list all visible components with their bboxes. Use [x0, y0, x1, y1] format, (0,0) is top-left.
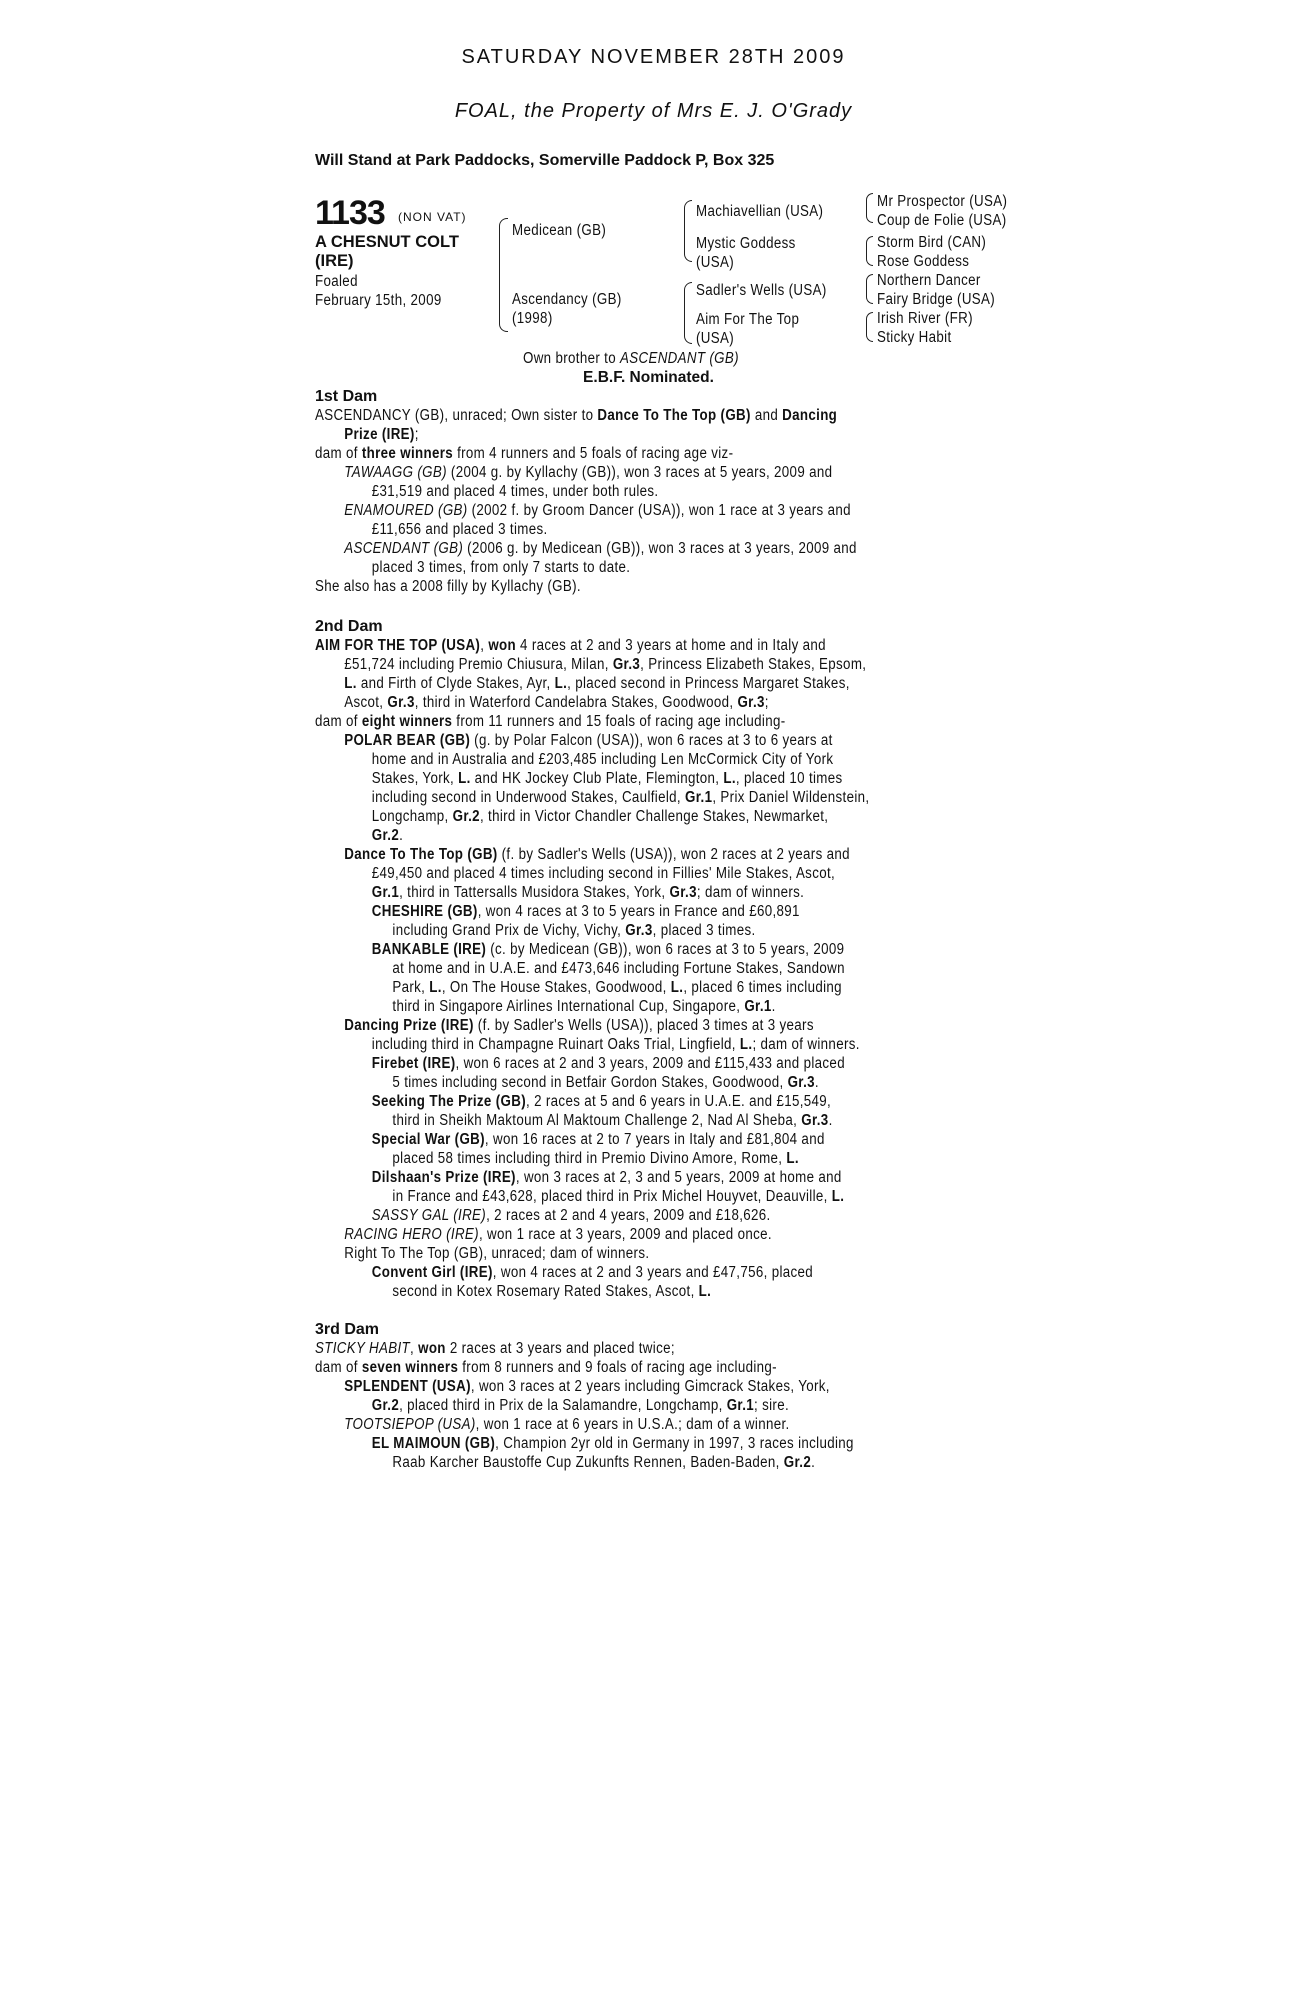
sd-line: SASSY GAL (IRE), 2 races at 2 and 4 years, 2009 and £18,626.	[371, 1207, 771, 1224]
sd-line: Special War (GB), won 16 races at 2 to 7 years in Italy and £81,804 and	[371, 1131, 825, 1148]
first-dam-text	[315, 406, 994, 596]
sd-line: Longchamp, Gr.2, third in Victor Chandler Challenge Stakes, Newmarket,	[371, 808, 829, 825]
foal-owner-line: FOAL, the Property of Mrs E. J. O'Grady	[454, 100, 853, 122]
second-dam-text	[315, 636, 994, 1301]
sd-line: Stakes, York, L. and HK Jockey Club Plate, Flemington, L., placed 10 times	[371, 770, 843, 787]
sd-line: L. and Firth of Clyde Stakes, Ayr, L., placed second in Princess Margaret Stakes,	[344, 675, 850, 692]
sd-line: CHESHIRE (GB), won 4 races at 3 to 5 years in France and £60,891	[371, 903, 800, 920]
foaled-date: February 15th, 2009	[315, 292, 442, 309]
td-line: Gr.2, placed third in Prix de la Salamandre, Longchamp, Gr.1; sire.	[371, 1397, 790, 1414]
ss-sire-name: Mr Prospector (USA)	[877, 193, 1008, 210]
dam-dam-line2: (USA)	[696, 330, 735, 347]
sd-line: POLAR BEAR (GB) (g. by Polar Falcon (USA)), won 6 races at 3 to 6 years at	[344, 732, 833, 749]
fd-line: £31,519 and placed 4 times, under both rules.	[371, 483, 659, 500]
dam-name-line2: (1998)	[512, 310, 553, 327]
dam-name-line1: Ascendancy (GB)	[512, 291, 622, 308]
lot-description	[315, 233, 459, 271]
sd-line: dam of eight winners from 11 runners and 15 foals of racing age including-	[315, 713, 786, 730]
sd-line: placed 58 times including third in Premio Divino Amore, Rome, L.	[392, 1150, 799, 1167]
sd-line: at home and in U.A.E. and £473,646 including Fortune Stakes, Sandown	[392, 960, 845, 977]
sd-line: Seeking The Prize (GB), 2 races at 5 and 6 years in U.A.E. and £15,549,	[371, 1093, 832, 1110]
fd-line: £11,656 and placed 3 times.	[371, 521, 548, 538]
ds-dam-name: Fairy Bridge (USA)	[877, 291, 996, 308]
dam-dam-name	[696, 310, 799, 348]
td-line: Raab Karcher Baustoffe Cup Zukunfts Rennen, Baden-Baden, Gr.2.	[392, 1454, 816, 1471]
foaled-label: Foaled	[315, 273, 358, 290]
fd-line: ASCENDANCY (GB), unraced; Own sister to Dance To The Top (GB) and Dancing	[315, 407, 838, 424]
sd-line: 5 times including second in Betfair Gordon Stakes, Goodwood, Gr.3.	[392, 1074, 819, 1091]
foaled-block	[315, 272, 442, 310]
ss-dam-name: Coup de Folie (USA)	[877, 212, 1007, 229]
ebf-nominated: E.B.F. Nominated.	[583, 369, 714, 386]
pedigree-brace-ss	[866, 193, 873, 223]
second-dam-heading: 2nd Dam	[315, 618, 383, 635]
sd-line: Dilshaan's Prize (IRE), won 3 races at 2, 3 and 5 years, 2009 at home and	[371, 1169, 842, 1186]
sire-dam-line1: Mystic Goddess	[696, 235, 796, 252]
fd-line: dam of three winners from 4 runners and 5 foals of racing age viz-	[315, 445, 734, 462]
own-brother-note	[523, 350, 739, 368]
lot-name-line2: (IRE)	[315, 252, 354, 270]
sire-sire-name: Machiavellian (USA)	[696, 203, 824, 220]
sd-line: third in Sheikh Maktoum Al Maktoum Challenge 2, Nad Al Sheba, Gr.3.	[392, 1112, 833, 1129]
pedigree-brace-gen1	[499, 218, 508, 332]
sd-line: Gr.2.	[371, 827, 404, 844]
pedigree-brace-dam	[684, 282, 692, 344]
first-dam-section	[315, 387, 995, 596]
td-line: dam of seven winners from 8 runners and 9 foals of racing age including-	[315, 1359, 777, 1376]
sire-dam-name	[696, 234, 796, 272]
td-line: TOOTSIEPOP (USA), won 1 race at 6 years in U.S.A.; dam of a winner.	[344, 1416, 790, 1433]
sd-line: including Grand Prix de Vichy, Vichy, Gr.3, placed 3 times.	[392, 922, 756, 939]
dam-dam-line1: Aim For The Top	[696, 311, 800, 328]
dam-name	[512, 290, 622, 328]
pedigree-brace-ds	[866, 274, 873, 304]
dd-sire-name: Irish River (FR)	[877, 310, 973, 327]
sd-line: Ascot, Gr.3, third in Waterford Candelabra Stakes, Goodwood, Gr.3;	[344, 694, 769, 711]
sire-name: Medicean (GB)	[512, 222, 607, 239]
fd-line: placed 3 times, from only 7 starts to date.	[371, 559, 631, 576]
dam-sire-name: Sadler's Wells (USA)	[696, 282, 827, 299]
own-brother-name: ASCENDANT (GB)	[620, 350, 739, 367]
td-line: EL MAIMOUN (GB), Champion 2yr old in Germany in 1997, 3 races including	[371, 1435, 854, 1452]
sd-line: £51,724 including Premio Chiusura, Milan, Gr.3, Princess Elizabeth Stakes, Epsom,	[344, 656, 867, 673]
pedigree-brace-sd	[866, 236, 873, 266]
lot-name-line1: A CHESNUT COLT	[315, 233, 459, 251]
sd-line: Right To The Top (GB), unraced; dam of winners.	[344, 1245, 650, 1262]
pedigree-brace-dd	[866, 312, 873, 342]
sd-sire-name: Storm Bird (CAN)	[877, 234, 987, 251]
sd-line: home and in Australia and £203,485 including Len McCormick City of York	[371, 751, 834, 768]
stand-location: Will Stand at Park Paddocks, Somerville Paddock P, Box 325	[315, 152, 775, 169]
third-dam-heading: 3rd Dam	[315, 1321, 380, 1338]
own-brother-prefix: Own brother to	[523, 350, 621, 367]
fd-line: ASCENDANT (GB) (2006 g. by Medicean (GB)), won 3 races at 3 years, 2009 and	[344, 540, 857, 557]
lot-number: 1133	[315, 194, 385, 232]
fd-line: She also has a 2008 filly by Kyllachy (GB).	[315, 578, 581, 595]
second-dam-section	[315, 617, 995, 1301]
fd-line: ENAMOURED (GB) (2002 f. by Groom Dancer (USA)), won 1 race at 3 years and	[344, 502, 851, 519]
third-dam-text	[315, 1339, 994, 1472]
pedigree-brace-sire	[684, 200, 692, 262]
sd-dam-name: Rose Goddess	[877, 253, 970, 270]
sd-line: Dance To The Top (GB) (f. by Sadler's Wells (USA)), won 2 races at 2 years and	[344, 846, 850, 863]
sd-line: Gr.1, third in Tattersalls Musidora Stakes, York, Gr.3; dam of winners.	[371, 884, 805, 901]
ds-sire-name: Northern Dancer	[877, 272, 981, 289]
sd-line: Firebet (IRE), won 6 races at 2 and 3 years, 2009 and £115,433 and placed	[371, 1055, 845, 1072]
td-line: STICKY HABIT, won 2 races at 3 years and placed twice;	[315, 1340, 675, 1357]
sd-line: second in Kotex Rosemary Rated Stakes, Ascot, L.	[392, 1283, 712, 1300]
fd-line: TAWAAGG (GB) (2004 g. by Kyllachy (GB)), won 3 races at 5 years, 2009 and	[344, 464, 833, 481]
dd-dam-name: Sticky Habit	[877, 329, 952, 346]
sd-line: £49,450 and placed 4 times including second in Fillies' Mile Stakes, Ascot,	[371, 865, 836, 882]
sire-dam-line2: (USA)	[696, 254, 735, 271]
sd-line: third in Singapore Airlines International Cup, Singapore, Gr.1.	[392, 998, 776, 1015]
sd-line: including third in Champagne Ruinart Oaks Trial, Lingfield, L.; dam of winners.	[371, 1036, 860, 1053]
sd-line: Park, L., On The House Stakes, Goodwood, L., placed 6 times including	[392, 979, 842, 996]
third-dam-section	[315, 1320, 995, 1472]
vat-status: (NON VAT)	[398, 210, 467, 224]
sd-line: Convent Girl (IRE), won 4 races at 2 and 3 years and £47,756, placed	[371, 1264, 814, 1281]
sd-line: RACING HERO (IRE), won 1 race at 3 years, 2009 and placed once.	[344, 1226, 772, 1243]
td-line: SPLENDENT (USA), won 3 races at 2 years including Gimcrack Stakes, York,	[344, 1378, 830, 1395]
sd-line: including second in Underwood Stakes, Caulfield, Gr.1, Prix Daniel Wildenstein,	[371, 789, 870, 806]
sd-line: BANKABLE (IRE) (c. by Medicean (GB)), won 6 races at 3 to 5 years, 2009	[371, 941, 845, 958]
fd-line: Prize (IRE);	[344, 426, 419, 443]
first-dam-heading: 1st Dam	[315, 388, 378, 405]
sd-line: in France and £43,628, placed third in Prix Michel Houyvet, Deauville, L.	[392, 1188, 845, 1205]
sd-line: Dancing Prize (IRE) (f. by Sadler's Wells (USA)), placed 3 times at 3 years	[344, 1017, 814, 1034]
sale-date: SATURDAY NOVEMBER 28TH 2009	[461, 46, 846, 68]
sd-line: AIM FOR THE TOP (USA), won 4 races at 2 and 3 years at home and in Italy and	[315, 637, 826, 654]
